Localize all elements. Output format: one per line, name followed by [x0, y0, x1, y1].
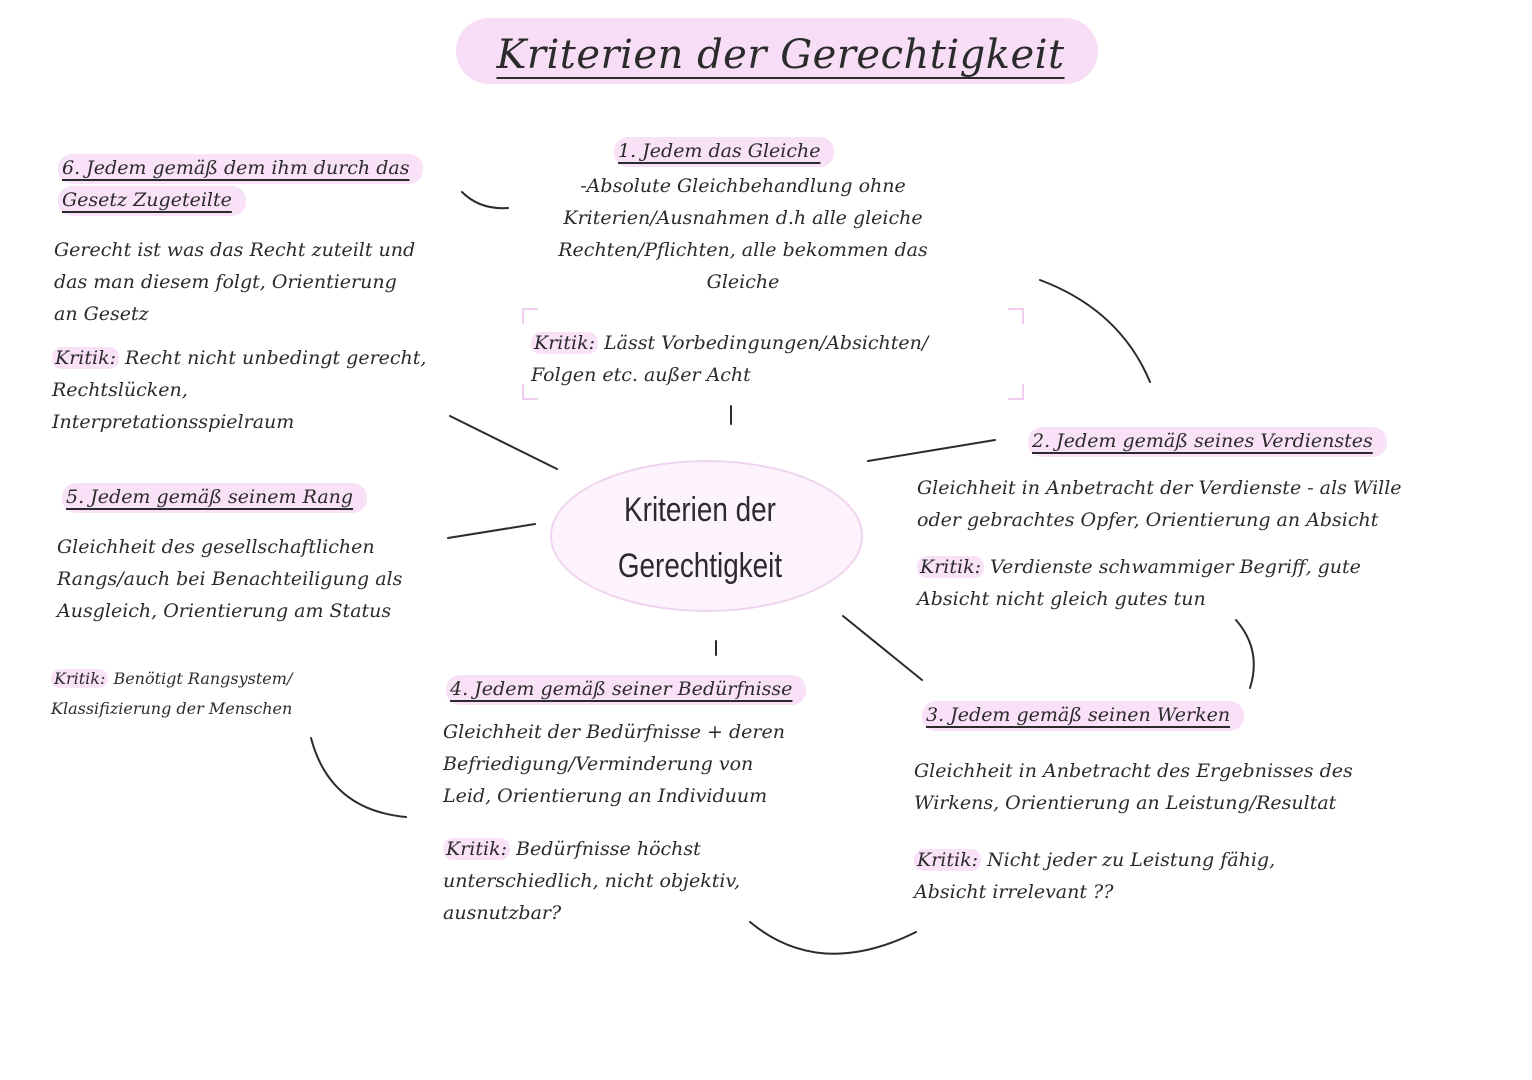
criterion-3-kritik: Kritik: Nicht jeder zu Leistung fähig, Absicht irrelevant ??	[914, 849, 1276, 903]
criterion-3-text: Gleichheit in Anbetracht des Ergebnisses des Wirkens, Orientierung an Leistung/Resultat	[914, 760, 1353, 814]
curve-2-3	[1236, 620, 1254, 688]
criterion-6-kritik: Kritik: Recht nicht unbedingt gerecht, Rechtslücken, Interpretationsspielraum	[52, 347, 427, 433]
bracket-corner	[1008, 308, 1024, 324]
criterion-2-heading: 2. Jedem gemäß seines Verdienstes	[1028, 430, 1387, 452]
line-to-criterion-6	[450, 416, 557, 469]
line-to-criterion-2	[868, 440, 995, 461]
curve-6-1	[462, 192, 508, 208]
curve-4-5	[311, 738, 406, 817]
criterion-2-text: Gleichheit in Anbetracht der Verdienste - als Wille oder gebrachtes Opfer, Orientierung an Absicht	[917, 477, 1402, 531]
criterion-1-kritik: Kritik: Lässt Vorbedingungen/Absichten/ Folgen etc. außer Acht	[531, 332, 929, 386]
criterion-5-kritik: Kritik: Benötigt Rangsystem/ Klassifizierung der Menschen	[51, 669, 293, 718]
criterion-4-kritik: Kritik: Bedürfnisse höchst unterschiedlich, nicht objektiv, ausnutzbar?	[443, 838, 741, 924]
criterion-6-text: Gerecht ist was das Recht zuteilt und das man diesem folgt, Orientierung an Gesetz	[54, 239, 416, 325]
line-to-criterion-3	[843, 616, 922, 680]
criterion-4-text: Gleichheit der Bedürfnisse + deren Befriedigung/Verminderung von Leid, Orientierung an Individuum	[443, 721, 785, 807]
curve-1-2	[1040, 280, 1150, 382]
page-title: Kriterien der Gerechtigkeit	[496, 32, 1065, 78]
bracket-corner	[522, 308, 538, 324]
curve-3-4	[750, 922, 916, 954]
line-to-criterion-5	[448, 524, 535, 538]
criterion-4-heading: 4. Jedem gemäß seiner Bedürfnisse	[446, 678, 806, 700]
center-label: Kriterien der Gerechtigkeit	[617, 491, 783, 585]
criterion-3-heading: 3. Jedem gemäß seinen Werken	[922, 704, 1244, 726]
criterion-1-text: -Absolute Gleichbehandlung ohne Kriterien/Ausnahmen d.h alle gleiche Rechten/Pflichten, alle bekommen das Gleiche	[558, 175, 928, 293]
criterion-1-heading: 1. Jedem das Gleiche	[614, 140, 834, 162]
criterion-5-heading: 5. Jedem gemäß seinem Rang	[62, 486, 367, 508]
criterion-5-text: Gleichheit des gesellschaftlichen Rangs/auch bei Benachteiligung als Ausgleich, Orientierung am Status	[57, 536, 403, 622]
bracket-corner	[1008, 384, 1024, 400]
criterion-2-kritik: Kritik: Verdienste schwammiger Begriff, gute Absicht nicht gleich gutes tun	[917, 556, 1361, 610]
criterion-6-heading: 6. Jedem gemäß dem ihm durch das Gesetz Zugeteilte	[58, 152, 423, 216]
